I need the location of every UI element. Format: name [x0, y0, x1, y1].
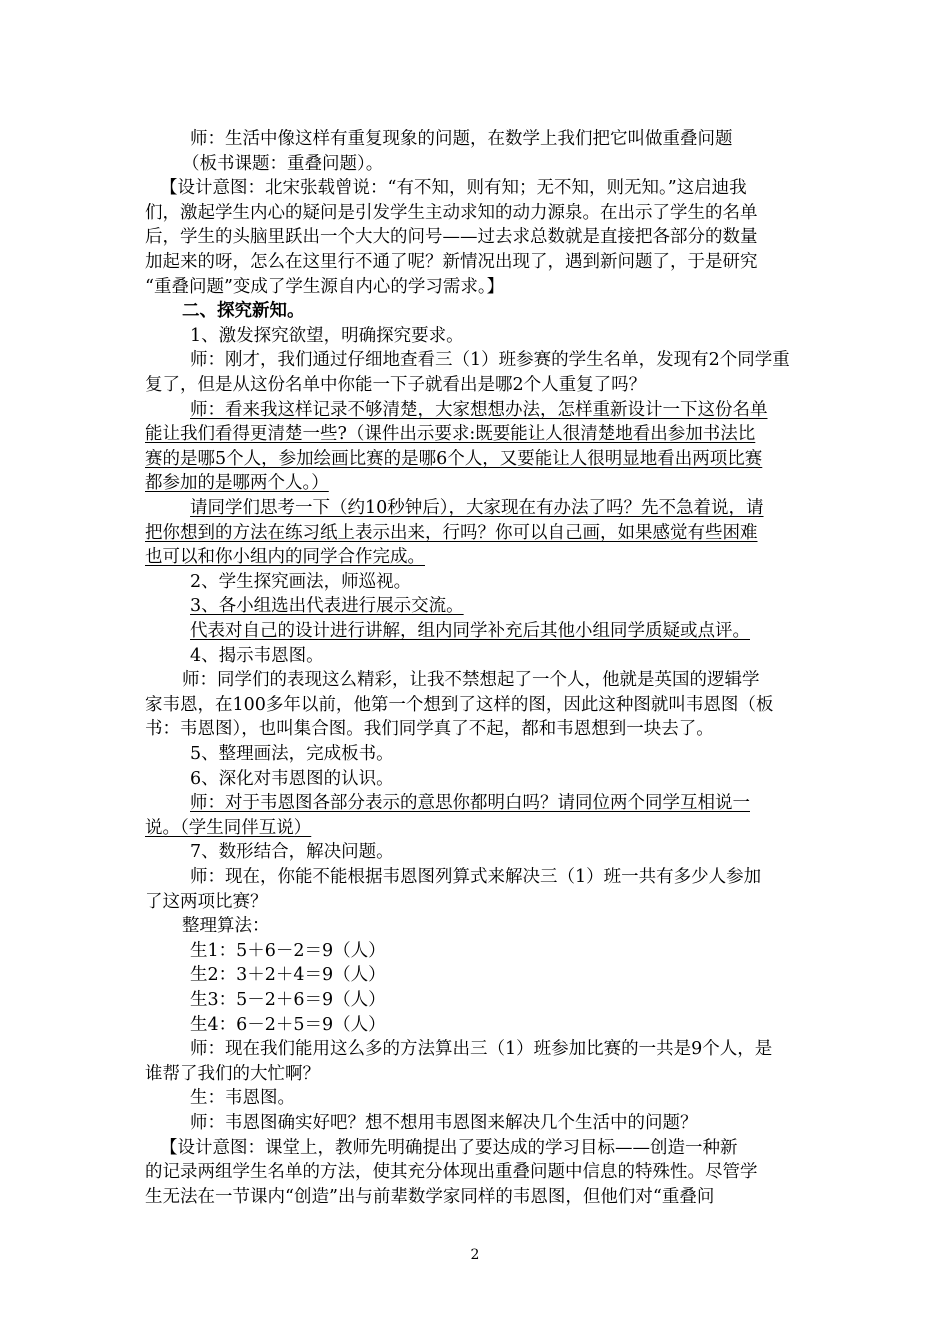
text-line: 生：韦恩图。 [190, 1088, 295, 1108]
text-line: 了这两项比赛？ [145, 892, 268, 912]
text-line: 师：现在，你能不能根据韦恩图列算式来解决三（1）班一共有多少人参加 [190, 867, 762, 887]
text-line: 师：对于韦恩图各部分表示的意思你都明白吗？请同位两个同学互相说一 [190, 793, 750, 813]
text-line: 复了，但是从这份名单中你能一下子就看出是哪2个人重复了吗？ [145, 375, 647, 395]
text-line: “重叠问题”变成了学生源自内心的学习需求。】 [145, 277, 505, 297]
text-line: 7、数形结合，解决问题。 [190, 842, 394, 862]
text-line: 书：韦恩图），也叫集合图。我们同学真了不起，都和韦恩想到一块去了。 [145, 719, 714, 739]
page-number: 2 [470, 1247, 480, 1263]
text-line: 5、整理画法，完成板书。 [190, 744, 394, 764]
text-line: 把你想到的方法在练习纸上表示出来，行吗？你可以自己画，如果感觉有些困难 [145, 523, 758, 543]
text-line: 能让我们看得更清楚一些?（课件出示要求:既要能让人很清楚地看出参加书法比 [145, 424, 756, 444]
text-line: 二、探究新知。 [182, 301, 305, 321]
text-line: 师：看来我这样记录不够清楚，大家想想办法，怎样重新设计一下这份名单 [190, 400, 768, 420]
text-line: 代表对自己的设计进行讲解，组内同学补充后其他小组同学质疑或点评。 [190, 621, 750, 641]
text-line: 请同学们思考一下（约10秒钟后），大家现在有办法了吗？先不急着说，请 [190, 498, 764, 518]
text-line: 的记录两组学生名单的方法，使其充分体现出重叠问题中信息的特殊性。尽管学 [145, 1162, 758, 1182]
text-line: 师：同学们的表现这么精彩，让我不禁想起了一个人，他就是英国的逻辑学 [182, 670, 760, 690]
text-line: 生1：5＋6－2＝9（人） [190, 941, 386, 961]
text-line: 1、激发探究欲望，明确探究要求。 [190, 326, 464, 346]
text-line: 赛的是哪5个人，参加绘画比赛的是哪6个人，又要能让人很明显地看出两项比赛 [145, 449, 763, 469]
text-line: （板书课题：重叠问题）。 [182, 154, 384, 174]
text-line: 们，激起学生内心的疑问是引发学生主动求知的动力源泉。在出示了学生的名单 [145, 203, 758, 223]
text-line: 生2：3＋2＋4＝9（人） [190, 965, 386, 985]
text-line: 【设计意图：北宋张载曾说：“有不知，则有知；无不知，则无知。”这启迪我 [160, 178, 747, 198]
text-line: 生4：6－2＋5＝9（人） [190, 1015, 386, 1035]
text-line: 师：现在我们能用这么多的方法算出三（1）班参加比赛的一共是9个人，是 [190, 1039, 773, 1059]
text-line: 师：生活中像这样有重复现象的问题，在数学上我们把它叫做重叠问题 [190, 129, 733, 149]
text-line: 生无法在一节课内“创造”出与前辈数学家同样的韦恩图，但他们对“重叠问 [145, 1187, 715, 1207]
text-line: 也可以和你小组内的同学合作完成。 [145, 547, 425, 567]
text-line: 后，学生的头脑里跃出一个大大的问号——过去求总数就是直接把各部分的数量 [145, 227, 758, 247]
text-line: 家韦恩，在100多年以前，他第一个想到了这样的图，因此这种图就叫韦恩图（板 [145, 695, 774, 715]
text-line: 2、学生探究画法，师巡视。 [190, 572, 412, 592]
text-line: 6、深化对韦恩图的认识。 [190, 769, 394, 789]
text-line: 4、揭示韦恩图。 [190, 646, 324, 666]
text-line: 师：刚才，我们通过仔细地查看三（1）班参赛的学生名单，发现有2个同学重 [190, 350, 790, 370]
text-line: 加起来的呀，怎么在这里行不通了呢？新情况出现了，遇到新问题了，于是研究 [145, 252, 758, 272]
text-line: 【设计意图：课堂上，教师先明确提出了要达成的学习目标——创造一种新 [160, 1138, 738, 1158]
text-line: 说。（学生同伴互说） [145, 818, 312, 838]
text-line: 3、各小组选出代表进行展示交流。 [190, 596, 464, 616]
text-line: 整理算法： [182, 916, 270, 936]
text-line: 都参加的是哪两个人。） [145, 473, 329, 493]
text-line: 生3：5－2＋6＝9（人） [190, 990, 386, 1010]
text-line: 师：韦恩图确实好吧？想不想用韦恩图来解决几个生活中的问题？ [190, 1113, 698, 1133]
text-line: 谁帮了我们的大忙啊？ [145, 1064, 320, 1084]
